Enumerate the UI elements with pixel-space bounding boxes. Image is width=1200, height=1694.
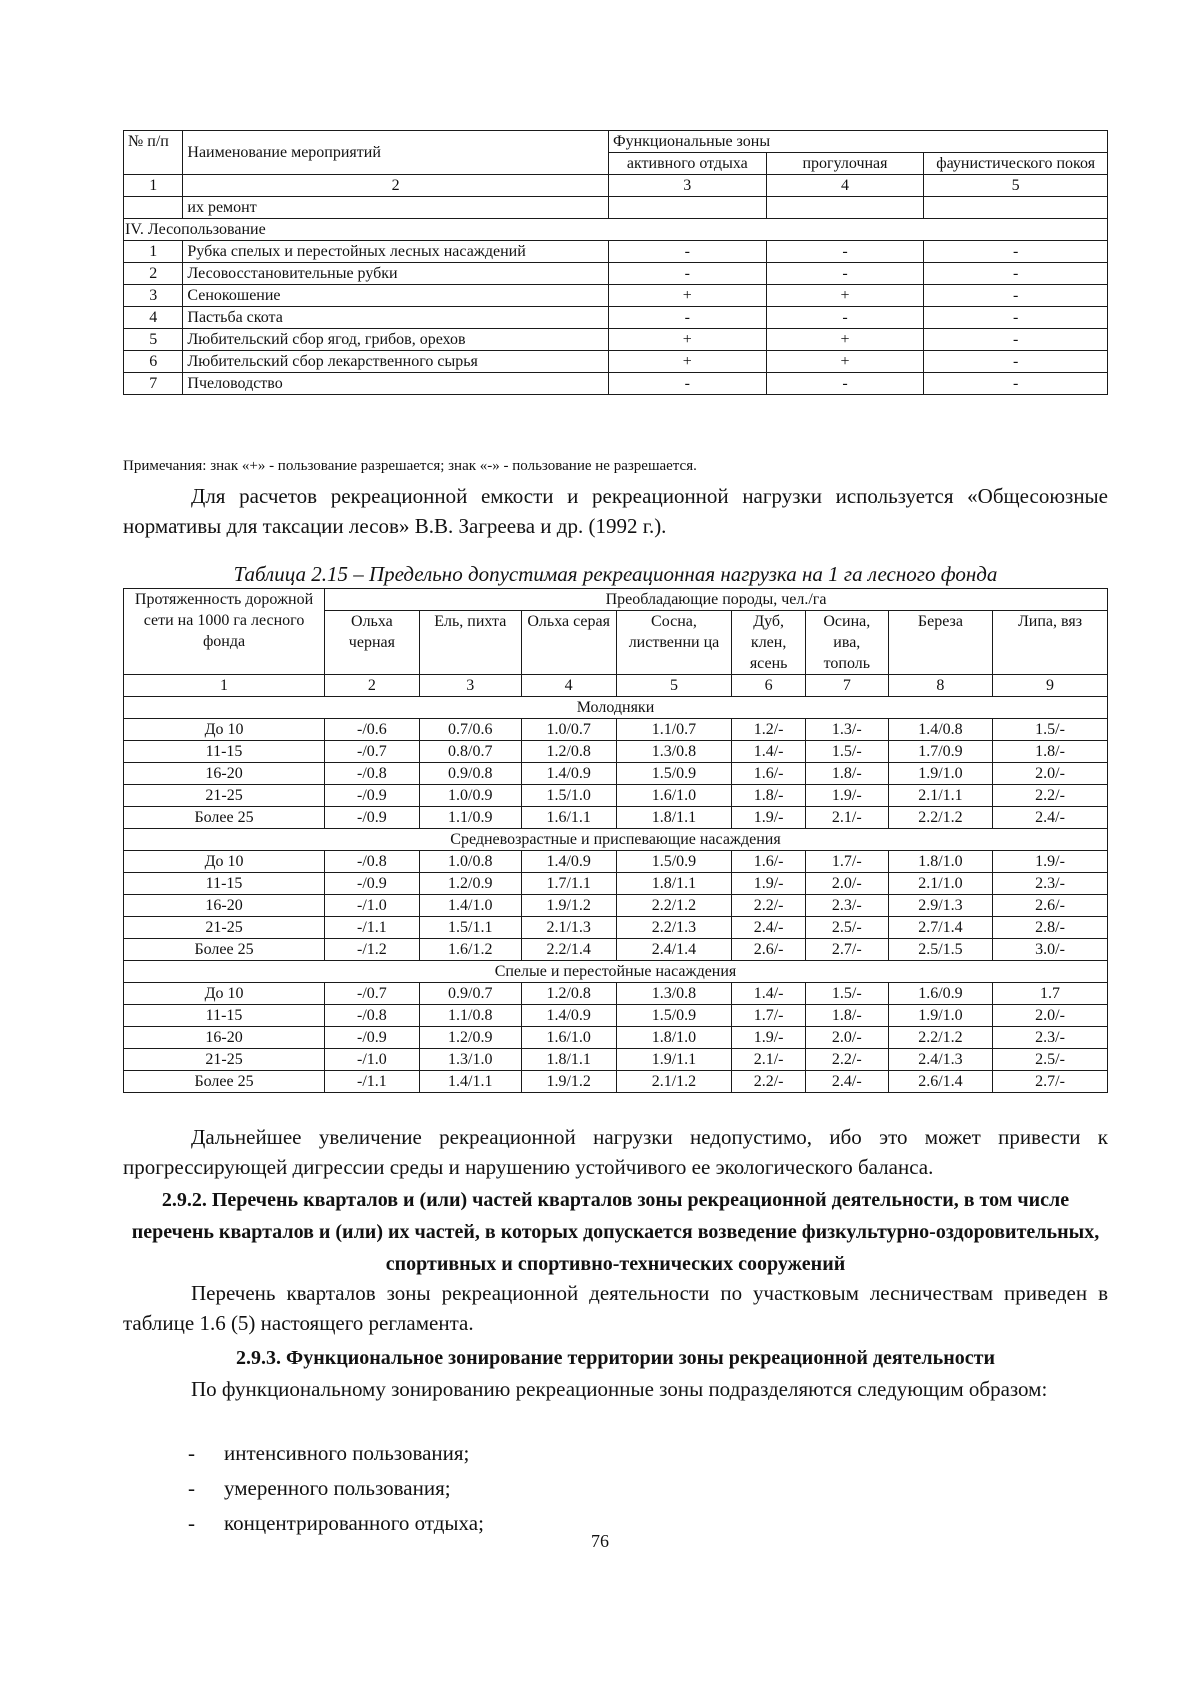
road-density-cell: 21-25 (124, 1049, 325, 1071)
load-value-cell: 1.3/1.0 (419, 1049, 521, 1071)
road-density-cell: До 10 (124, 851, 325, 873)
paragraph-zoning (123, 1374, 1108, 1404)
index-cell: 4 (766, 175, 924, 197)
table-row (124, 373, 1108, 395)
load-value-cell: 2.4/- (732, 917, 805, 939)
load-value-cell: 1.2/- (732, 719, 805, 741)
load-value-cell: 2.1/1.2 (616, 1071, 732, 1093)
measure-name-cell: Пастьба скота (183, 307, 609, 329)
index-cell: 4 (521, 675, 616, 697)
load-value-cell: -/0.9 (325, 1027, 420, 1049)
header-species-cell: Дуб, клен, ясень (732, 611, 805, 675)
load-value-cell: 1.9/- (805, 785, 888, 807)
load-value-cell: 2.2/- (805, 1049, 888, 1071)
header-species-cell: Сосна, лиственни ца (616, 611, 732, 675)
load-value-cell: 2.1/1.1 (888, 785, 992, 807)
load-value-cell: 1.4/- (732, 741, 805, 763)
load-value-cell: -/1.1 (325, 1071, 420, 1093)
road-density-cell: 16-20 (124, 1027, 325, 1049)
load-value-cell: -/1.0 (325, 895, 420, 917)
index-cell: 1 (124, 675, 325, 697)
load-value-cell: 1.4/0.9 (521, 851, 616, 873)
load-value-cell: 2.2/- (732, 895, 805, 917)
road-density-cell: Более 25 (124, 807, 325, 829)
road-density-cell: 16-20 (124, 895, 325, 917)
section-heading-2-9-2: 2.9.2. Перечень кварталов и (или) частей кварталов зоны рекреационной деятельности, в том числе перечень кварталов и (или) их частей, в которых допускается возведение физкультурно-оздоровительных, спортивных и спортивно-технических сооружений (131, 1189, 1100, 1275)
load-value-cell: 2.4/- (805, 1071, 888, 1093)
measure-name-cell: Лесовосстановительные рубки (183, 263, 609, 285)
load-value-cell: -/0.9 (325, 785, 420, 807)
load-value-cell: 2.2/- (993, 785, 1108, 807)
load-value-cell: 2.4/1.3 (888, 1049, 992, 1071)
row-number-cell: 1 (124, 241, 183, 263)
header-zone-walking: прогулочная (766, 153, 924, 175)
header-zone-active: активного отдыха (608, 153, 766, 175)
table-row (124, 285, 1108, 307)
zone-permission-cell: + (766, 285, 924, 307)
zone-permission-cell: - (766, 241, 924, 263)
load-value-cell: 2.2/1.2 (888, 1027, 992, 1049)
road-density-cell: 16-20 (124, 763, 325, 785)
load-value-cell: 2.2/1.4 (521, 939, 616, 961)
list-item (188, 1471, 484, 1506)
load-value-cell: 0.9/0.7 (419, 983, 521, 1005)
load-value-cell: 2.1/- (805, 807, 888, 829)
load-value-cell: 1.9/- (732, 807, 805, 829)
load-value-cell: 2.1/1.0 (888, 873, 992, 895)
index-cell: 5 (924, 175, 1108, 197)
zone-type-list (188, 1436, 484, 1541)
section-row (124, 961, 1108, 983)
table-row (124, 263, 1108, 285)
load-value-cell: 1.4/0.9 (521, 763, 616, 785)
load-value-cell: 1.3/0.8 (616, 741, 732, 763)
table-cell (766, 197, 924, 219)
load-value-cell: 1.6/1.0 (616, 785, 732, 807)
load-value-cell: 1.6/1.2 (419, 939, 521, 961)
load-value-cell: 1.5/1.0 (521, 785, 616, 807)
road-density-cell: 21-25 (124, 917, 325, 939)
page-number: 76 (591, 1531, 609, 1551)
load-value-cell: 2.2/- (732, 1071, 805, 1093)
zone-permission-cell: - (608, 241, 766, 263)
load-value-cell: 1.8/1.1 (616, 873, 732, 895)
header-species: Преобладающие породы, чел./га (325, 589, 1108, 611)
load-value-cell: 2.2/1.2 (616, 895, 732, 917)
load-value-cell: 1.7/- (732, 1005, 805, 1027)
header-species-cell: Липа, вяз (993, 611, 1108, 675)
load-value-cell: -/0.7 (325, 741, 420, 763)
paragraph-quarters (123, 1278, 1108, 1338)
zone-permission-cell: + (766, 351, 924, 373)
table-row (124, 763, 1108, 785)
load-value-cell: 1.6/1.0 (521, 1027, 616, 1049)
paragraph-text: По функциональному зонированию рекреационные зоны подразделяются следующим образом: (191, 1377, 1048, 1401)
load-value-cell: 2.4/1.4 (616, 939, 732, 961)
load-value-cell: 1.5/- (993, 719, 1108, 741)
load-value-cell: 1.1/0.8 (419, 1005, 521, 1027)
zone-permission-cell: - (766, 307, 924, 329)
load-value-cell: 1.7/- (805, 851, 888, 873)
list-marker: - (188, 1511, 195, 1535)
load-value-cell: 1.2/0.9 (419, 1027, 521, 1049)
load-value-cell: 1.9/- (732, 1027, 805, 1049)
section-title: Средневозрастные и приспевающие насаждения (124, 829, 1108, 851)
load-value-cell: 1.5/1.1 (419, 917, 521, 939)
list-item (188, 1436, 484, 1471)
load-value-cell: 2.6/- (993, 895, 1108, 917)
table-row (124, 351, 1108, 373)
load-value-cell: 1.4/0.9 (521, 1005, 616, 1027)
load-value-cell: 1.7/1.1 (521, 873, 616, 895)
load-value-cell: 1.5/- (805, 741, 888, 763)
row-number-cell: 3 (124, 285, 183, 307)
load-value-cell: 1.2/0.9 (419, 873, 521, 895)
zone-permission-cell: + (608, 329, 766, 351)
load-value-cell: 2.0/- (993, 1005, 1108, 1027)
load-value-cell: 1.8/1.1 (616, 807, 732, 829)
table-row (124, 241, 1108, 263)
zone-permission-cell: - (924, 285, 1108, 307)
load-value-cell: 1.9/1.2 (521, 1071, 616, 1093)
load-value-cell: 1.2/0.8 (521, 983, 616, 1005)
load-value-cell: 2.6/1.4 (888, 1071, 992, 1093)
index-cell: 3 (608, 175, 766, 197)
table-header-row (124, 589, 1108, 611)
measure-name-cell: Рубка спелых и перестойных лесных насаждений (183, 241, 609, 263)
load-value-cell: 1.8/1.0 (616, 1027, 732, 1049)
load-value-cell: -/0.7 (325, 983, 420, 1005)
load-value-cell: 2.0/- (805, 1027, 888, 1049)
road-density-cell: 21-25 (124, 785, 325, 807)
table-cell (124, 197, 183, 219)
index-cell: 1 (124, 175, 183, 197)
zone-permission-cell: - (608, 307, 766, 329)
index-cell: 9 (993, 675, 1108, 697)
index-cell: 2 (325, 675, 420, 697)
continued-row-label: их ремонт (183, 197, 609, 219)
load-value-cell: 0.8/0.7 (419, 741, 521, 763)
table-header-row (124, 131, 1108, 153)
road-density-cell: До 10 (124, 719, 325, 741)
load-value-cell: 2.3/- (993, 1027, 1108, 1049)
index-cell: 6 (732, 675, 805, 697)
load-value-cell: 2.1/1.3 (521, 917, 616, 939)
load-value-cell: 1.2/0.8 (521, 741, 616, 763)
table-row (124, 917, 1108, 939)
zone-permission-cell: + (766, 329, 924, 351)
paragraph-text: Перечень кварталов зоны рекреационной деятельности по участковым лесничествам приведен в таблице 1.6 (5) настоящего регламента. (123, 1281, 1108, 1335)
load-value-cell: 0.7/0.6 (419, 719, 521, 741)
measure-name-cell: Сенокошение (183, 285, 609, 307)
header-species-cell: Ель, пихта (419, 611, 521, 675)
zone-permission-cell: - (924, 351, 1108, 373)
load-value-cell: 1.8/1.1 (521, 1049, 616, 1071)
load-value-cell: -/1.0 (325, 1049, 420, 1071)
section-row (124, 697, 1108, 719)
load-value-cell: 1.0/0.9 (419, 785, 521, 807)
header-species-cell: Ольха черная (325, 611, 420, 675)
road-density-cell: До 10 (124, 983, 325, 1005)
section-title: IV. Лесопользование (124, 219, 1108, 241)
row-number-cell: 2 (124, 263, 183, 285)
zone-permission-cell: - (766, 263, 924, 285)
load-value-cell: 1.3/- (805, 719, 888, 741)
header-species-cell: Осина, ива, тополь (805, 611, 888, 675)
header-measure-name: Наименование мероприятий (183, 131, 609, 175)
load-value-cell: 1.8/- (805, 1005, 888, 1027)
load-value-cell: 1.8/- (993, 741, 1108, 763)
paragraph-text: Дальнейшее увеличение рекреационной нагрузки недопустимо, ибо это может привести к прогрессирующей дигрессии среды и нарушению устойчивого ее экологического баланса. (123, 1125, 1108, 1179)
list-marker: - (188, 1476, 195, 1500)
load-value-cell: 1.8/1.0 (888, 851, 992, 873)
table-row (124, 1005, 1108, 1027)
load-value-cell: -/0.9 (325, 807, 420, 829)
load-value-cell: 1.6/- (732, 851, 805, 873)
table-row (124, 939, 1108, 961)
zone-permission-cell: - (924, 307, 1108, 329)
load-value-cell: 2.7/- (993, 1071, 1108, 1093)
load-value-cell: 1.4/- (732, 983, 805, 1005)
load-value-cell: 1.0/0.7 (521, 719, 616, 741)
load-value-cell: -/1.1 (325, 917, 420, 939)
measures-table (123, 130, 1108, 395)
header-number: № п/п (124, 131, 183, 175)
load-value-cell: 2.3/- (993, 873, 1108, 895)
zone-permission-cell: - (924, 241, 1108, 263)
table-row (124, 1027, 1108, 1049)
list-marker: - (188, 1441, 195, 1465)
paragraph-conclusion (123, 1122, 1108, 1182)
section-row (124, 829, 1108, 851)
load-value-cell: -/0.9 (325, 873, 420, 895)
load-value-cell: 1.5/0.9 (616, 851, 732, 873)
zone-permission-cell: + (608, 285, 766, 307)
zone-permission-cell: - (766, 373, 924, 395)
header-species-cell: Ольха серая (521, 611, 616, 675)
zone-permission-cell: - (608, 263, 766, 285)
measure-name-cell: Любительский сбор ягод, грибов, орехов (183, 329, 609, 351)
load-value-cell: -/0.6 (325, 719, 420, 741)
load-value-cell: 1.4/1.1 (419, 1071, 521, 1093)
measure-name-cell: Любительский сбор лекарственного сырья (183, 351, 609, 373)
load-value-cell: 1.0/0.8 (419, 851, 521, 873)
load-value-cell: 2.5/- (805, 917, 888, 939)
table-index-row (124, 675, 1108, 697)
table-row (124, 851, 1108, 873)
zone-permission-cell: + (608, 351, 766, 373)
load-value-cell: -/0.8 (325, 851, 420, 873)
road-density-cell: Более 25 (124, 1071, 325, 1093)
load-value-cell: 1.4/1.0 (419, 895, 521, 917)
road-density-cell: 11-15 (124, 873, 325, 895)
zone-permission-cell: - (924, 263, 1108, 285)
row-number-cell: 6 (124, 351, 183, 373)
load-value-cell: 1.9/- (993, 851, 1108, 873)
load-value-cell: 2.8/- (993, 917, 1108, 939)
load-value-cell: 1.7/0.9 (888, 741, 992, 763)
load-value-cell: 1.9/1.0 (888, 763, 992, 785)
load-value-cell: 1.8/- (805, 763, 888, 785)
row-number-cell: 4 (124, 307, 183, 329)
road-density-cell: 11-15 (124, 741, 325, 763)
measure-name-cell: Пчеловодство (183, 373, 609, 395)
table-cell (608, 197, 766, 219)
zone-permission-cell: - (924, 373, 1108, 395)
load-value-cell: 2.7/1.4 (888, 917, 992, 939)
list-item-text: интенсивного пользования; (224, 1441, 470, 1465)
load-value-cell: 2.9/1.3 (888, 895, 992, 917)
load-value-cell: 1.8/- (732, 785, 805, 807)
load-value-cell: 2.0/- (993, 763, 1108, 785)
load-value-cell: -/0.8 (325, 1005, 420, 1027)
load-value-cell: 2.2/1.3 (616, 917, 732, 939)
table-row (124, 329, 1108, 351)
load-value-cell: 2.1/- (732, 1049, 805, 1071)
header-functional-zones: Функциональные зоны (608, 131, 1107, 153)
load-value-cell: 1.9/- (732, 873, 805, 895)
load-value-cell: 1.1/0.9 (419, 807, 521, 829)
load-value-cell: 1.3/0.8 (616, 983, 732, 1005)
table-index-row (124, 175, 1108, 197)
index-cell: 8 (888, 675, 992, 697)
table-row (124, 807, 1108, 829)
section-row (124, 219, 1108, 241)
load-value-cell: 2.2/1.2 (888, 807, 992, 829)
load-value-cell: 2.4/- (993, 807, 1108, 829)
section-title: Молодняки (124, 697, 1108, 719)
load-value-cell: 1.9/1.2 (521, 895, 616, 917)
load-value-cell: 1.4/0.8 (888, 719, 992, 741)
load-value-cell: 1.6/1.1 (521, 807, 616, 829)
table-note: Примечания: знак «+» - пользование разрешается; знак «-» - пользование не разрешается. (123, 458, 697, 474)
table-row (124, 307, 1108, 329)
table-row (124, 895, 1108, 917)
table-row (124, 741, 1108, 763)
load-value-cell: -/1.2 (325, 939, 420, 961)
load-value-cell: 3.0/- (993, 939, 1108, 961)
section-heading-2-9-3: 2.9.3. Функциональное зонирование территории зоны рекреационной деятельности (236, 1347, 995, 1369)
load-value-cell: 1.1/0.7 (616, 719, 732, 741)
load-value-cell: 2.3/- (805, 895, 888, 917)
header-species-cell: Береза (888, 611, 992, 675)
load-value-cell: 1.9/1.0 (888, 1005, 992, 1027)
table-caption: Таблица 2.15 – Предельно допустимая рекреационная нагрузка на 1 га лесного фонда (233, 562, 998, 586)
table-cell (924, 197, 1108, 219)
load-value-cell: 2.6/- (732, 939, 805, 961)
load-value-cell: 1.7 (993, 983, 1108, 1005)
load-value-cell: 0.9/0.8 (419, 763, 521, 785)
table-row (124, 785, 1108, 807)
road-density-cell: 11-15 (124, 1005, 325, 1027)
table-row (124, 983, 1108, 1005)
index-cell: 3 (419, 675, 521, 697)
table-row (124, 873, 1108, 895)
table-row (124, 719, 1108, 741)
load-value-cell: 2.5/1.5 (888, 939, 992, 961)
table-row (124, 1071, 1108, 1093)
load-value-cell: 1.9/1.1 (616, 1049, 732, 1071)
road-density-cell: Более 25 (124, 939, 325, 961)
list-item-text: умеренного пользования; (224, 1476, 451, 1500)
header-road-network: Протяженность дорожной сети на 1000 га лесного фонда (124, 589, 325, 675)
load-value-cell: 2.5/- (993, 1049, 1108, 1071)
list-item-text: концентрированного отдыха; (224, 1511, 484, 1535)
load-value-cell: 2.7/- (805, 939, 888, 961)
index-cell: 5 (616, 675, 732, 697)
table-row (124, 1049, 1108, 1071)
row-number-cell: 5 (124, 329, 183, 351)
load-value-cell: 1.6/- (732, 763, 805, 785)
paragraph-norms (123, 481, 1108, 541)
row-number-cell: 7 (124, 373, 183, 395)
header-zone-fauna: фаунистического покоя (924, 153, 1108, 175)
load-value-cell: 2.0/- (805, 873, 888, 895)
paragraph-text: Для расчетов рекреационной емкости и рекреационной нагрузки используется «Общесоюзные нормативы для таксации лесов» В.В. Загреева и др. (1992 г.). (123, 484, 1108, 538)
load-value-cell: 1.5/- (805, 983, 888, 1005)
load-value-cell: 1.5/0.9 (616, 763, 732, 785)
load-value-cell: 1.6/0.9 (888, 983, 992, 1005)
zone-permission-cell: - (608, 373, 766, 395)
recreation-load-table (123, 588, 1108, 1093)
index-cell: 7 (805, 675, 888, 697)
load-value-cell: -/0.8 (325, 763, 420, 785)
index-cell: 2 (183, 175, 609, 197)
table-row (124, 197, 1108, 219)
zone-permission-cell: - (924, 329, 1108, 351)
section-title: Спелые и перестойные насаждения (124, 961, 1108, 983)
load-value-cell: 1.5/0.9 (616, 1005, 732, 1027)
